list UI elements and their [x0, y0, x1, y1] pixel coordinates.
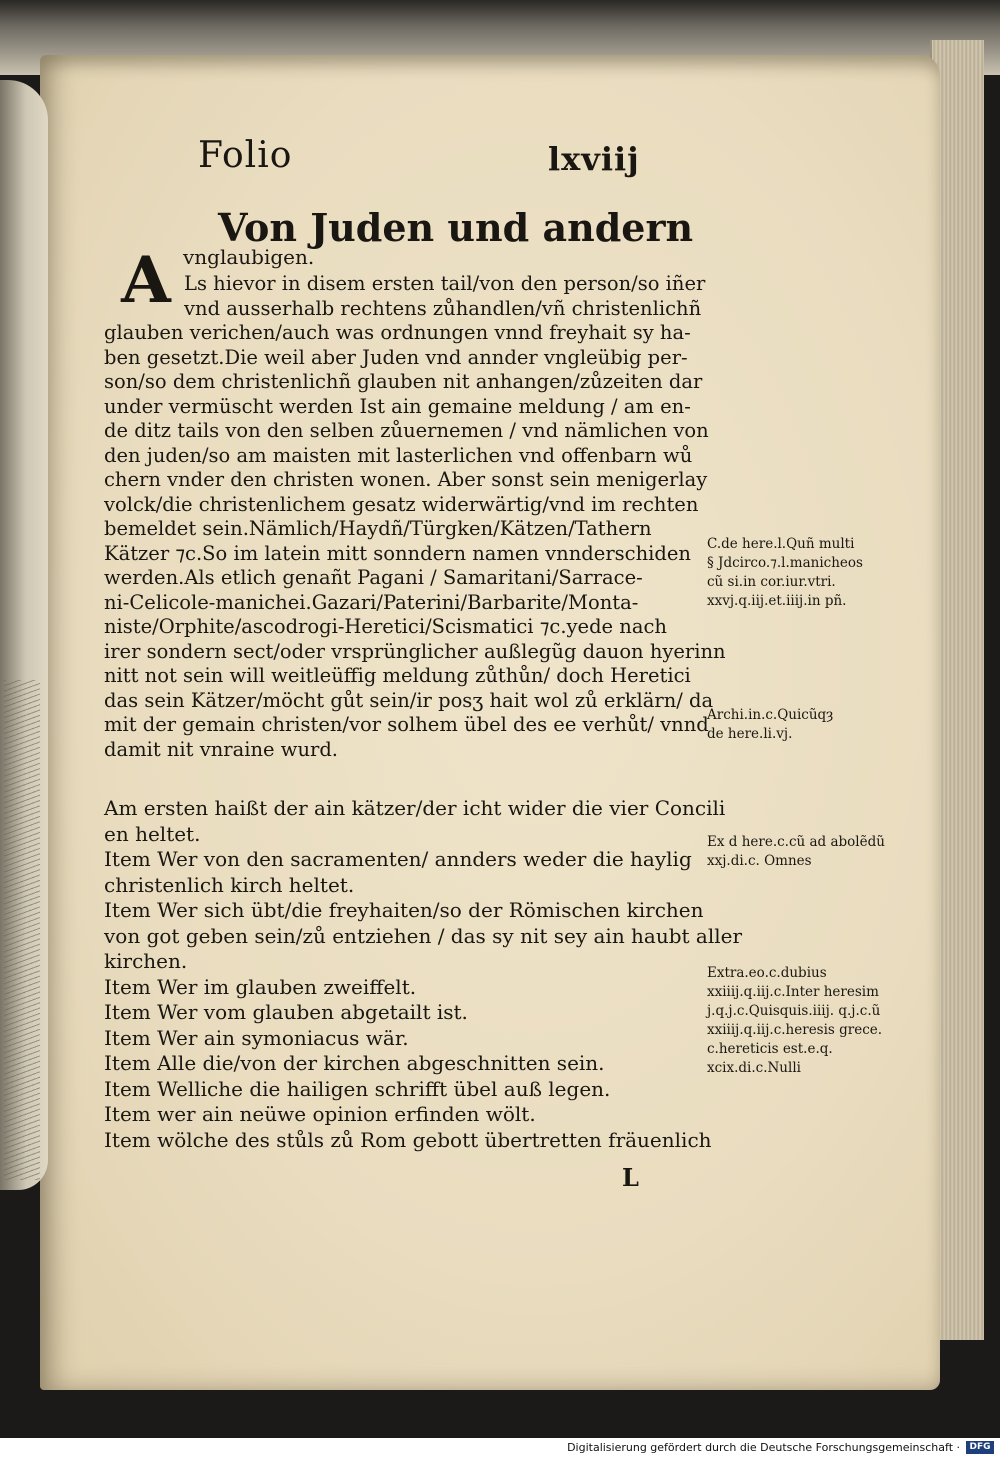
- marginal-line: de here.li.vj.: [707, 726, 793, 742]
- paragraph-line: under vermüscht werden Ist ain gemaine meldung / am en-: [104, 394, 691, 418]
- page-title: Von Juden und andern: [218, 205, 694, 250]
- paragraph-line: ben gesetzt.Die weil aber Juden vnd annder vngleübig per-: [104, 345, 688, 369]
- decorated-initial: A: [121, 243, 171, 318]
- list-item: Am ersten haißt der ain kätzer/der icht wider die vier Concili: [104, 796, 726, 820]
- paragraph-line: irer sondern sect/oder vrsprünglicher außlegũg dauon hyerinn: [104, 639, 726, 663]
- paragraph-line: Kätzer ⁊c.So im latein mitt sonndern namen vnnderschiden: [104, 541, 691, 565]
- marginal-line: xxvj.q.iij.et.iiij.in pñ.: [707, 593, 847, 609]
- list-item: kirchen.: [104, 949, 188, 973]
- footer-credit: Digitalisierung gefördert durch die Deutsche Forschungsgemeinschaft ·: [567, 1441, 960, 1454]
- page-title-continuation: vnglaubigen.: [183, 245, 315, 269]
- marginal-line: xxj.di.c. Omnes: [707, 853, 812, 869]
- facing-page-illustration: [4, 680, 40, 1180]
- catchword: L: [622, 1163, 639, 1192]
- paragraph-line: Ls hievor in disem ersten tail/von den person/so iñer: [184, 272, 706, 295]
- marginal-line: xcix.di.c.Nulli: [707, 1060, 801, 1076]
- paragraph-line: nitt not sein will weitleüffig meldung zůthůn/ doch Heretici: [104, 664, 691, 687]
- marginal-line: j.q.j.c.Quisquis.iiij. q.j.c.ũ: [707, 1003, 881, 1019]
- main-paragraph: [104, 272, 726, 762]
- list-item: Item wer ain neüwe opinion erfinden wölt.: [104, 1102, 536, 1126]
- list-item: Item Wer von den sacramenten/ annders weder die haylig: [104, 847, 692, 871]
- marginal-line: Archi.in.c.Quicũqȝ: [707, 707, 834, 723]
- marginal-line: Extra.eo.c.dubius: [707, 965, 827, 981]
- facing-page-edge: [0, 80, 48, 1190]
- list-item: Item Welliche die hailigen schrifft übel auß legen.: [104, 1076, 611, 1101]
- marginal-line: c.hereticis est.e.q.: [707, 1041, 833, 1057]
- paragraph-line: das sein Kätzer/möcht gůt sein/ir posʒ hait wol zů erklärn/ da: [104, 688, 714, 712]
- paragraph-line: niste/Orphite/ascodrogi-Heretici/Scismatici ⁊c.yede nach: [104, 615, 667, 638]
- paragraph-line: volck/die christenlichem gesatz widerwärtig/vnd im rechten: [104, 492, 699, 516]
- marginal-line: cũ si.in cor.iur.vtri.: [707, 574, 836, 590]
- list-item: Item Wer ain symoniacus wär.: [104, 1025, 409, 1050]
- marginal-note-2: [707, 706, 907, 744]
- dfg-logo-icon: DFG: [966, 1441, 994, 1454]
- paragraph-line: werden.Als etlich genañt Pagani / Samaritani/Sarrace-: [104, 566, 643, 589]
- marginal-line: § Jdcirco.⁊.l.manicheos: [707, 555, 863, 571]
- footer-bar: [0, 1438, 1000, 1458]
- paragraph-line: bemeldet sein.Nämlich/Haydñ/Türgken/Kätzen/Tathern: [104, 517, 652, 540]
- marginal-note-1: [707, 535, 907, 611]
- paragraph-line: son/so dem christenlichñ glauben nit anhangen/zůzeiten dar: [104, 370, 703, 393]
- marginal-note-4: [707, 964, 907, 1078]
- paragraph-line: glauben verichen/auch was ordnungen vnnd freyhait sy ha-: [104, 321, 691, 344]
- marginal-line: Ex d here.c.cũ ad abolẽdũ: [707, 834, 885, 850]
- paragraph-line: chern vnder den christen wonen. Aber sonst sein menigerlay: [104, 468, 708, 491]
- list-item: Item Wer vom glauben abgetailt ist.: [104, 1000, 468, 1024]
- marginal-line: xxiiij.q.iij.c.Inter heresim: [707, 984, 879, 1000]
- paragraph-line: de ditz tails von den selben zůuernemen / vnd nämlichen von: [104, 419, 709, 442]
- paragraph-line: damit nit vnraine wurd.: [104, 737, 339, 761]
- list-item: Item Alle die/von der kirchen abgeschnitten sein.: [104, 1051, 605, 1075]
- folio-number: lxviij: [548, 140, 640, 178]
- paragraph-line: vnd ausserhalb rechtens zůhandlen/vñ christenlichñ: [184, 296, 702, 320]
- list-item: von got geben sein/zů entziehen / das sy nit sey ain haubt aller: [104, 923, 743, 948]
- paragraph-line: mit der gemain christen/vor solhem übel des ee verhůt/ vnnd: [104, 713, 709, 736]
- list-item: en heltet.: [104, 821, 201, 846]
- paragraph-line: den juden/so am maisten mit lasterlichen vnd offenbarn wů: [104, 443, 693, 467]
- paragraph-line: ni-Celicole-manichei.Gazari/Paterini/Barbarite/Monta-: [104, 590, 639, 614]
- list-item: christenlich kirch heltet.: [104, 872, 355, 897]
- marginal-line: C.de here.l.Quñ multi: [707, 536, 855, 552]
- marginal-line: xxiiij.q.iij.c.heresis grece.: [707, 1022, 883, 1038]
- heresy-list: [104, 796, 743, 1153]
- folio-label: Folio: [198, 135, 293, 176]
- list-item: Item wölche des stůls zů Rom gebott übertretten fräuenlich: [104, 1127, 712, 1152]
- list-item: Item Wer im glauben zweiffelt.: [104, 974, 417, 999]
- list-item: Item Wer sich übt/die freyhaiten/so der Römischen kirchen: [104, 898, 704, 922]
- marginal-note-3: [707, 833, 907, 871]
